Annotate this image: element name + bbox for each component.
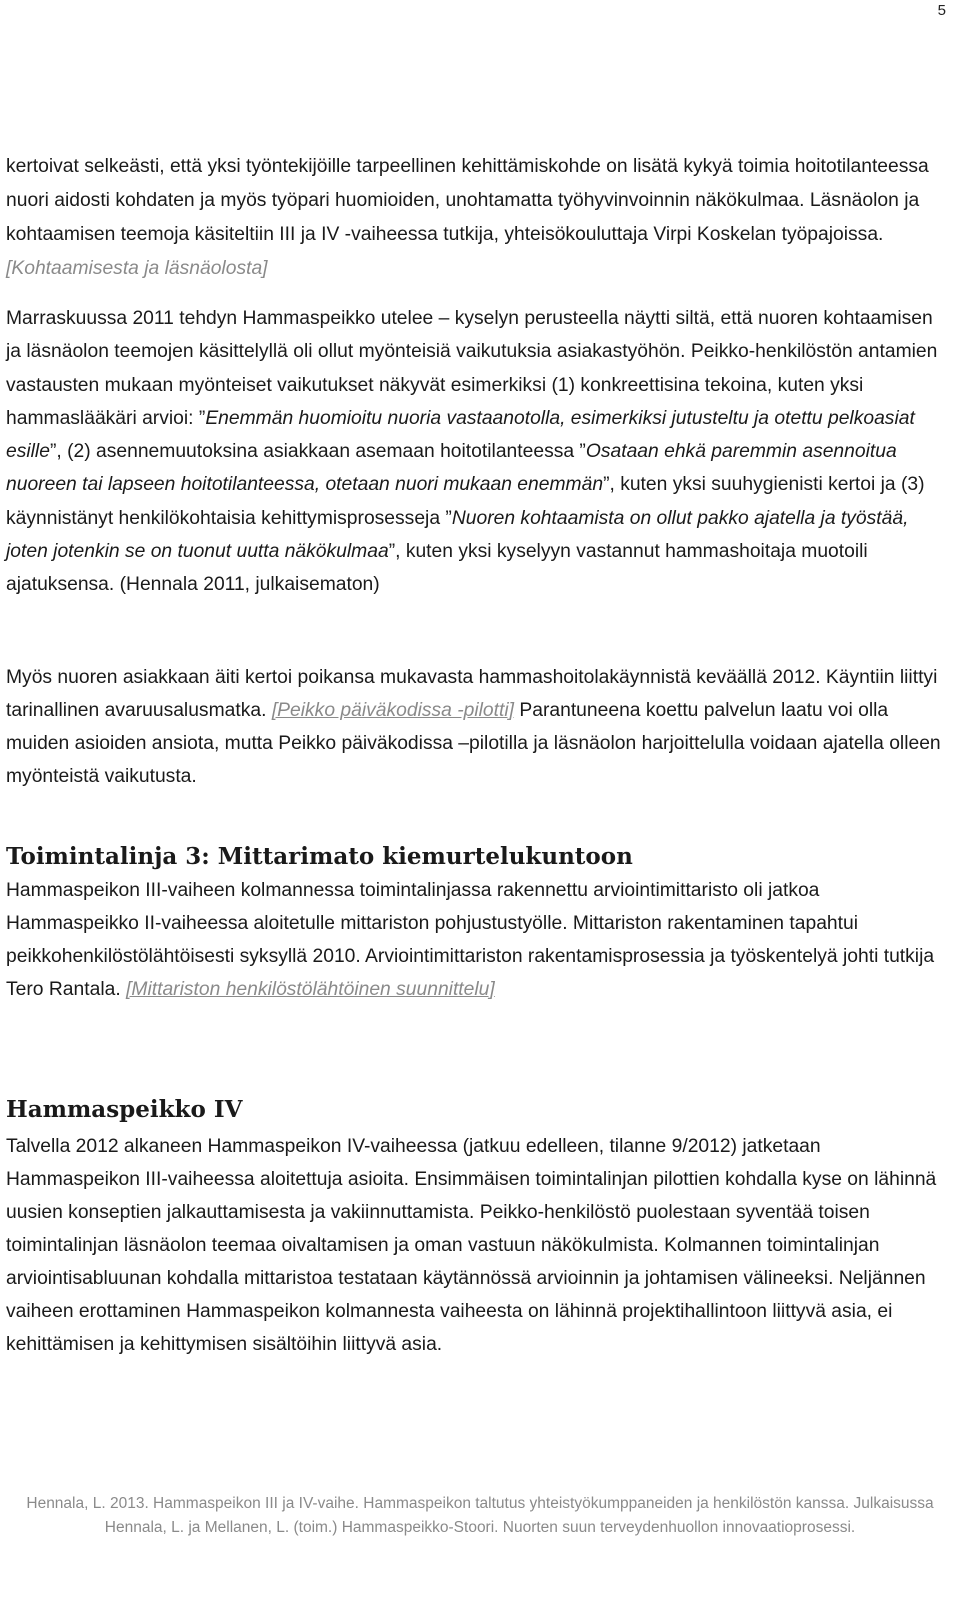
link-mittariston-suunnittelu[interactable]: [Mittariston henkilöstölähtöinen suunnittelu] [126, 979, 495, 1000]
link-kohtaamisesta[interactable]: [Kohtaamisesta ja läsnäolosta] [6, 258, 268, 279]
paragraph-text: Marraskuussa 2011 tehdyn Hammaspeikko utelee – kyselyn perusteella näytti siltä, että nuoren kohtaamisen ja läsnäolon teemojen käsittelyllä oli ollut myönteisiä vaikutuksia asiakastyöhön. Peikko-henkilöstön antamien vastausten mukaan myönteiset vaikutukset näkyvät esimerkiksi (1) konkreettisina tekoina, kuten yksi hammaslääkäri arvioi: ” [6, 308, 938, 429]
paragraph-text: kertoivat selkeästi, että yksi työntekijöille tarpeellinen kehittämiskohde on lisätä kykyä toimia hoitotilanteessa nuori aidosti kohdaten ja myös työpari huomioiden, unohtamatta työhyvinvoinnin näkökulmaa. Läsnäolon ja kohtaamisen teemoja käsiteltiin III ja IV -vaiheessa tutkija, yhteisökouluttaja Virpi Koskelan työpajoissa. [6, 156, 929, 245]
paragraph-survey [6, 302, 952, 602]
paragraph-text: ”, (2) asennemuutoksina asiakkaan asemaan hoitotilanteessa ” [49, 441, 586, 463]
paragraph-text: Myös nuoren asiakkaan äiti kertoi poikansa mukavasta hammashoitolakäynnistä keväällä 2012. Käyntiin liittyi tarinallinen avaruusalusmatka. [6, 667, 938, 721]
paragraph-hammaspeikko-iv [6, 1130, 952, 1361]
heading-hammaspeikko-iv: Hammaspeikko IV [6, 1096, 243, 1123]
paragraph-text: Talvella 2012 alkaneen Hammaspeikon IV-vaiheessa (jatkuu edelleen, tilanne 9/2012) jatketaan Hammaspeikon III-vaiheessa aloitettuja asioita. Ensimmäisen toimintalinjan pilottien kohdalla kyse on lähinnä uusien konseptien jalkauttamisesta ja vakiinnuttamista. Peikko-henkilöstö puolestaan syventää toisen toimintalinjan läsnäolon teemaa oivaltamisen ja oman vastuun näkökulmista. Kolmannen toimintalinjan arviointisabluunan kohdalla mittaristoa testataan käytännössä arvioinnin ja johtamisen välineeksi. Neljännen vaiheen erottaminen Hammaspeikon kolmannesta vaiheesta on lähinnä projektihallintoon liittyvä asia, ei kehittämisen ja kehittymisen sisältöihin liittyvä asia. [6, 1136, 937, 1355]
quote-hygienist: Osataan ehkä paremmin asennoitua nuoreen tai lapseen hoitotilanteessa, otetaan nuori mukaan enemmän [6, 441, 897, 496]
page-number: 5 [937, 2, 946, 19]
paragraph-intro [6, 150, 952, 286]
paragraph-mittaristo [6, 874, 952, 1006]
paragraph-text: ”, kuten yksi suuhygienisti kertoi ja (3) käynnistänyt henkilökohtaisia kehittymisprosesseja ” [6, 474, 925, 529]
paragraph-mother [6, 661, 952, 793]
citation-footer: Hennala, L. 2013. Hammaspeikon III ja IV-vaihe. Hammaspeikon taltutus yhteistyökumppaneiden ja henkilöstön kanssa. Julkaisussa Hennala, L. ja Mellanen, L. (toim.) Hammaspeikko-Stoori. Nuorten suun terveydenhuollon innovaatioprosessi. [26, 1495, 934, 1536]
quote-dentist: Enemmän huomioitu nuoria vastaanotolla, esimerkiksi jutusteltu ja otettu pelkoasiat esille [6, 407, 915, 463]
paragraph-text: Hammaspeikon III-vaiheen kolmannessa toimintalinjassa rakennettu arviointimittaristo oli jatkoa Hammaspeikko II-vaiheessa aloitetulle mittariston pohjustustyölle. Mittariston rakentaminen tapahtui peikkohenkilöstölähtöisesti syksyllä 2010. Arviointimittariston rakentamisprosessia ja työskentelyä johti tutkija Tero Rantala. [6, 880, 935, 1000]
link-peikko-paivakodissa[interactable]: [Peikko päiväkodissa -pilotti] [271, 700, 515, 721]
quote-nurse: Nuoren kohtaamista on ollut pakko ajatella ja työstää, joten jotenkin se on tuonut uutta näkökulmaa [6, 507, 909, 563]
heading-toimintalinja-3: Toimintalinja 3: Mittarimato kiemurtelukuntoon [6, 843, 633, 870]
paragraph-text: Parantuneena koettu palvelun laatu voi olla muiden asioiden ansiota, mutta Peikko päiväkodissa –pilotilla ja läsnäolon harjoittelulla voidaan ajatella olleen myönteistä vaikutusta. [6, 700, 941, 787]
paragraph-text: ”, kuten yksi kyselyyn vastannut hammashoitaja muotoili ajatuksensa. (Hennala 2011, julkaisematon) [6, 541, 868, 596]
